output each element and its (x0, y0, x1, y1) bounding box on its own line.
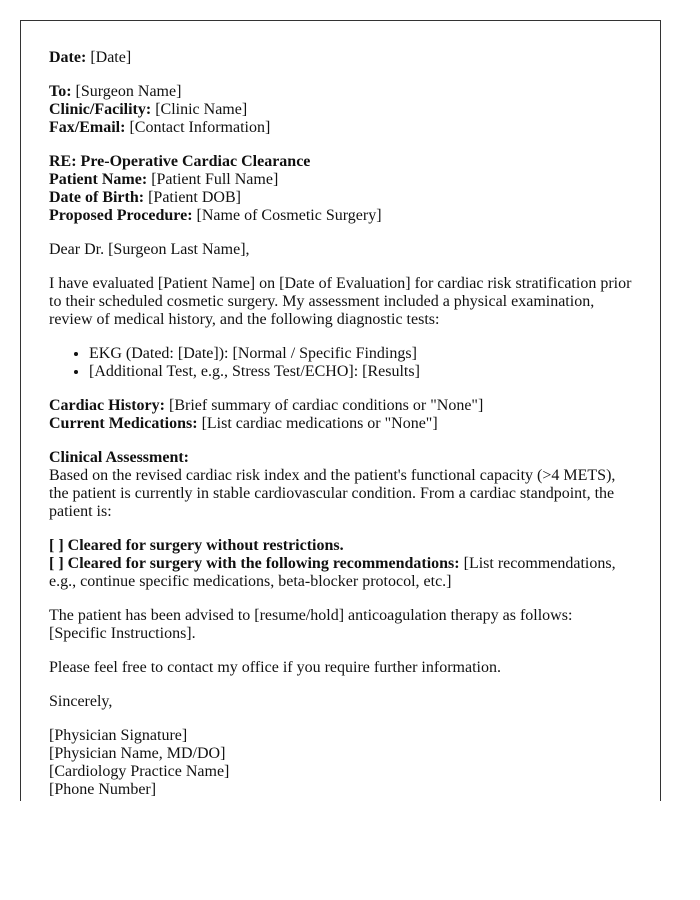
assessment-body: Based on the revised cardiac risk index and the patient's functional capacity (>4 METS), the patient is currently in stable cardiovascular condition. From a cardiac standpoint, the patient is: (49, 467, 616, 520)
recipient-block (49, 83, 632, 137)
clinic-label: Clinic/Facility: (49, 101, 152, 118)
clearance-option2-value: [List recommendations, e.g., continue specific medications, beta-blocker protocol, etc.] (49, 555, 616, 590)
contact-value: [Contact Information] (125, 119, 271, 136)
clearance-option-recommendations (49, 555, 632, 591)
physician-name: [Physician Name, MD/DO] (49, 745, 226, 762)
cardiac-history-line (49, 397, 632, 415)
dob-value: [Patient DOB] (144, 189, 241, 206)
phone-number: [Phone Number] (49, 781, 157, 798)
assessment-block (49, 449, 632, 521)
contact-label: Fax/Email: (49, 119, 126, 136)
clinic-line (49, 101, 632, 119)
to-line (49, 83, 632, 101)
closing-note: Please feel free to contact my office if you require further information. (49, 659, 501, 676)
practice-name: [Cardiology Practice Name] (49, 763, 230, 780)
history-block (49, 397, 632, 433)
intro-paragraph: I have evaluated [Patient Name] on [Date of Evaluation] for cardiac risk stratification prior to their scheduled cosmetic surgery. My assessment included a physical examination, review of medical history, and the following diagnostic tests: (49, 275, 632, 328)
date-label: Date: (49, 49, 87, 66)
medications-label: Current Medications: (49, 415, 198, 432)
clearance-option-unrestricted: [ ] Cleared for surgery without restrictions. (49, 537, 344, 554)
letter-page (20, 20, 661, 801)
cardiac-history-value: [Brief summary of cardiac conditions or "None"] (164, 397, 484, 414)
physician-signature: [Physician Signature] (49, 727, 188, 744)
dob-label: Date of Birth: (49, 189, 145, 206)
to-value: [Surgeon Name] (71, 83, 182, 100)
tests-list (49, 345, 632, 381)
cardiac-history-label: Cardiac History: (49, 397, 165, 414)
procedure-value: [Name of Cosmetic Surgery] (192, 207, 382, 224)
clearance-block (49, 537, 632, 591)
patient-name-line (49, 171, 632, 189)
test-item: • [Additional Test, e.g., Stress Test/ECHO]: [Results] (89, 363, 632, 381)
dob-line (49, 189, 632, 207)
assessment-heading: Clinical Assessment: (49, 449, 189, 466)
salutation: Dear Dr. [Surgeon Last Name], (49, 241, 250, 258)
signature-block (49, 727, 632, 799)
anticoagulation-paragraph: The patient has been advised to [resume/hold] anticoagulation therapy as follows: [Specific Instructions]. (49, 607, 573, 642)
re-subject: RE: Pre-Operative Cardiac Clearance (49, 153, 311, 170)
to-label: To: (49, 83, 72, 100)
patient-name-label: Patient Name: (49, 171, 148, 188)
clinic-value: [Clinic Name] (151, 101, 248, 118)
patient-name-value: [Patient Full Name] (147, 171, 279, 188)
procedure-line (49, 207, 632, 225)
clearance-option2-label: [ ] Cleared for surgery with the following recommendations: (49, 555, 460, 572)
medications-line (49, 415, 632, 433)
date-line (49, 49, 632, 67)
date-value: [Date] (86, 49, 132, 66)
medications-value: [List cardiac medications or "None"] (197, 415, 438, 432)
signoff: Sincerely, (49, 693, 113, 710)
procedure-label: Proposed Procedure: (49, 207, 193, 224)
re-block (49, 153, 632, 225)
contact-line (49, 119, 632, 137)
test-item: • EKG (Dated: [Date]): [Normal / Specific Findings] (89, 345, 632, 363)
